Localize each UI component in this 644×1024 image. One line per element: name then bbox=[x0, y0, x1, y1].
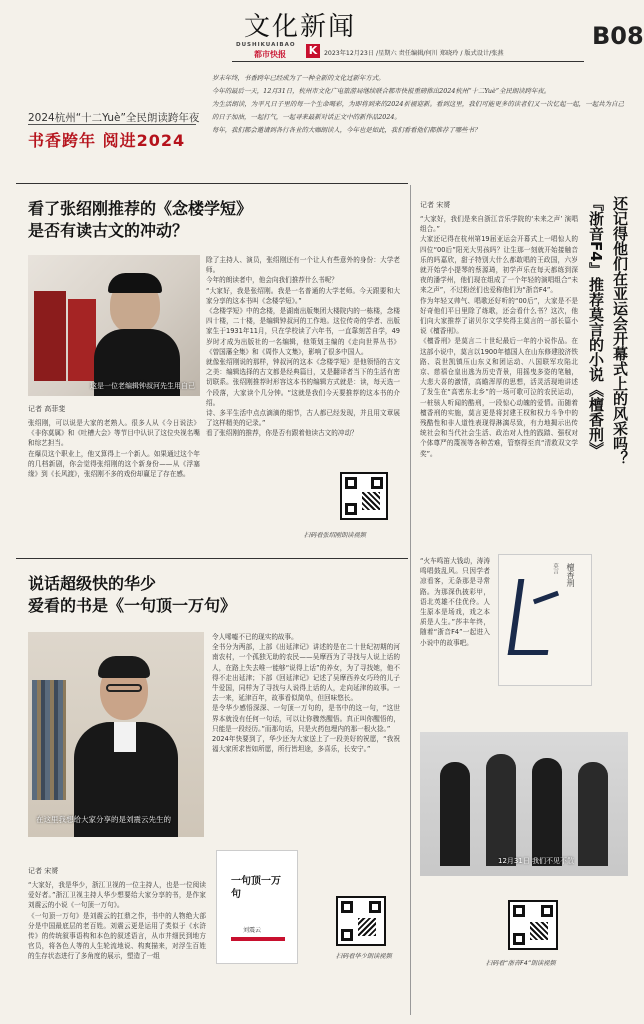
brand-name: 都市快报 bbox=[254, 50, 286, 59]
singer-2 bbox=[486, 754, 516, 866]
person-hair bbox=[98, 656, 150, 678]
bookshelf-decoration bbox=[32, 680, 66, 800]
story1-col1: 张绍刚，可以说是大家的老熟人。很多人从《今日说法》《非你莫属》和《吐槽大会》等节目中认识了这位央视名嘴和综艺担当。 在爆员这个职业上，他又算得上一个新人。如果通过这个年的几档新剧，你会觉得张绍刚的这个新身份——从《浮塞缘》到《长风渡》，张绍刚不多的戏份却赢足了存在感。 bbox=[28, 419, 200, 479]
person-glasses bbox=[106, 684, 142, 692]
masthead-rule bbox=[232, 61, 584, 62]
story-divider bbox=[16, 558, 408, 559]
story3-book-author: 莫言 bbox=[552, 563, 558, 574]
column-divider-top bbox=[16, 183, 408, 184]
story3-book-title: 檀香刑 bbox=[566, 563, 575, 587]
banner-slogan: 书香跨年 阅进2024 bbox=[28, 131, 186, 150]
story2-book-title: 一句顶一万句 bbox=[231, 876, 281, 900]
story1-photo-caption: 这是一位老编辑钟叔河先生用自己 bbox=[90, 382, 195, 390]
book-stack-decoration-2 bbox=[68, 299, 96, 381]
story3-col1: “大家好，我们是来自浙江音乐学院的‘未来之声’ 演唱组合。” 大家还记得在杭州第19届亚运会开幕式上一唱惊人的四位“00后”阳光大男孩吗？让生那一刻就开始接触音乐的吗嘉欣，甜子特别大什么都敢唱的王政国，六岁就开始学小提琴的蔡源琦，初学声乐在每天都练到深夜的潘学州，他们现在组成了一个年轻的演唱组合“未来之声”，不过粉丝们也爱称他们为“浙音F4”。 作为年轻又帅气、唱歌还好听的“00后”，大家是不是好奇他们平日里除了练歌，还会看什么书？这次，他们向大家推荐了诺贝尔文学奖得主莫言的一部长篇小说《檀香刑》。 《檀香刑》是莫言二十世纪最后一年的小说作品。在这部小说中，莫言以1900年德国人在山东修建胶济铁路、袁世凯镇压山东义和团运动、八国联军攻陷北京、慈禧仓皇出逃为历史背景，用摇曳多姿的笔触，大悲大喜的激情，高瞻浑厚的思想，活灵活现地讲述了发生在“高密东北乡”的一场可歌可泣的农民运动，一桩骇人听闻的酷刑，一段惊心动魄的爱情。而随着檀香刑的实施，莫言更是将封建王权和权力斗争中的残酷性和非人道性表现得淋漓尽致，有力地揭示出传统社会和当代社会生活、政治对人性的践踏、强权对个体尊严的蔑视等各种苦难，管察得至真“清救双文学奖”。 bbox=[420, 215, 578, 458]
dateline: 2023年12月23日 /星期六 责任编辑/何川 郑晓玲 / 版式设计/张燕 bbox=[324, 50, 504, 57]
story3-qr-caption: 扫码看“浙音F4”朗读视频 bbox=[486, 960, 556, 967]
book-stack-decoration bbox=[34, 291, 66, 381]
story2-byline: 记者 宋赟 bbox=[28, 867, 59, 875]
story3-byline: 记者 宋赟 bbox=[420, 201, 451, 209]
logo-k-icon: K bbox=[306, 44, 320, 58]
singer-3 bbox=[532, 758, 562, 866]
story1-headline-1: 看了张绍刚推荐的《念楼学短》 bbox=[28, 199, 253, 218]
story2-photo bbox=[28, 632, 204, 837]
story3-book-cover bbox=[498, 554, 592, 686]
person-cap bbox=[108, 273, 162, 293]
story2-headline-1: 说话超级快的华少 bbox=[28, 574, 157, 593]
story2-col-right: 令人唏嘘不已的现实的故事。 全书分为两部，上部《出延津记》讲述的是在二十世纪初期的河南农村，一个孤独无助的农民——吴摩西为了寻找与人说上话的人，在路上失去唯一能够“说得上话”的养女，为了寻找她，他不得不走出延津；下部《回延津记》记述了吴摩西养女巧玲的儿子牛爱国，同样为了寻找与人说得上话的人，走向延津的故事。一去一来，延津百年，故事看似简单，但回味悠长。 是令华少感悟深深、一句顶一万句的，是书中的这一句，“这世界本就没有任何一句话，可以让你骤然醒悟。真正叫你醒悟的，只能是一段经历。”而那句话，只是火药包埋内的那一根火捻。” 2024年快要到了，华少还为大家送上了一段美好的祝愿，“我祝福大家所求皆如所愿，所行皆坦途，多喜乐，长安宁。” bbox=[212, 633, 400, 754]
story2-col-left: “大家好，我是华少，浙江卫视的一位主持人，也是一位阅读爱好者。”浙江卫视主持人华少想要给大家分享的书，是作家刘震云的小说《一句顶一万句》。 《一句顶一万句》是刘震云的扛鼎之作，书中的人物绝大部分是中国最底层的老百姓。刘震云更是运用了类似于《水浒传》的传统叙事语构和本色的叙述语言，从市井细民到地方官员，将各色人等的人生轮流地说、构爽描来，对浮生百姓的生存状态进行了多角度的展示，塑造了一组 bbox=[28, 881, 206, 961]
story2-headline-2: 爱看的书是《一句顶一万句》 bbox=[28, 596, 237, 615]
masthead bbox=[0, 0, 644, 62]
story1-photo bbox=[28, 255, 200, 396]
page-number: B08 bbox=[592, 22, 644, 50]
person-collar bbox=[114, 722, 136, 752]
story1-headline-2: 是否有读古文的冲动？ bbox=[28, 221, 189, 240]
column-divider bbox=[410, 185, 411, 1015]
story2-photo-caption: 在这里我想给大家分享的是刘震云先生的 bbox=[36, 815, 171, 824]
story3-headline-2: 『浙音F4』推荐莫言的小说《檀香刑》 bbox=[587, 196, 605, 457]
story2-book-bar bbox=[231, 937, 285, 941]
story3-qr-code-icon bbox=[508, 900, 558, 950]
story1-byline: 记者 高菲斐 bbox=[28, 405, 66, 413]
singer-1 bbox=[440, 762, 470, 866]
story3-col1b: “火车鸣笛大钱动，涛涛鸣唱鼓乱风。只因学者凉看客，无条那是寻常路。为那深仇披彩甲，语北英雄不佳优伶。人生原本是场戏，戏之本质是人生。”莎丰年终，随着“浙音F4”一起进入小说中的故事吧。 bbox=[420, 557, 490, 647]
singer-4 bbox=[578, 762, 608, 866]
banner-event: 2024杭州“十二Yuè”全民朗读跨年夜 bbox=[28, 112, 200, 124]
story2-qr-code-icon bbox=[336, 896, 386, 946]
banner-intro: 岁末年终，书香跨年已经成为了一种全新的文化过新年方式。 今年的最后一天，12月31日，杭州市文化广电旅游局继续联合都市快报重磅推出2024杭州“十二Yuè”全民朗读跨年夜。 为生活朗读，为平凡日子里的每一个生命喝彩，为即将到来的2024祈福迎新。看到这里，我们可能更多的读者们又一次忆起一起，一起共为自己的日子加油，一起打气，一起寻来最新对话正文中的新作品2024。 每年，我们都会邀请到各行各业的大咖朗读人，今年也是如此，我们看看他们都推荐了哪些书？ bbox=[212, 74, 624, 134]
story1-qr-code-icon bbox=[340, 472, 388, 520]
story2-book-author: 刘震云 bbox=[243, 927, 262, 934]
story1-col2: 除了主持人、演员，张绍刚还有一个让人有些意外的身份：大学老师。 今年的朗读者中，他会向我们推荐什么书呢？ “大家好，我是张绍刚。我是一名普通的大学老师。今天跟要和大家分享的这本书叫《念楼学短》。” 《念楼学短》中的念楼，是湖南出版集团大楼院内的一栋楼，念楼四十楼，二十楼，是编辑钟叔河的工作地。这位传奇的学者、出版家生于1931年11月，只在学校读了六年书，一直靠刻苦自学，49岁时才成为出版社的一名编辑，他策划主编的《走向世界丛书》《曾国藩全集》和《周作人文集》，影响了很多中国人。 就像张绍刚说的那样，钟叔河的这本《念楼学短》是他领悟的古文之美：编辑选择的古文都是经典篇目，又是翻译者当下的生活有密切联系。张绍刚推荐时形容这本书的编辑方式就是：读，每天选一个段落，大家读个几分钟。“这就是我们今天要推荐的这本书的介绍。 诗、多平生活中点点滴滴的细节，古人都已经发现，并且用文章展了这样精美的记录。” 看了张绍刚的推荐，你是否有跟着他读古文的冲动？ bbox=[206, 256, 400, 438]
story3-photo-caption: 12月31日 我们不见不散 bbox=[498, 857, 575, 865]
calligraphy-decoration bbox=[508, 579, 559, 655]
section-title: 文化新闻 bbox=[244, 12, 357, 42]
story2-book-cover bbox=[216, 850, 298, 964]
story2-qr-caption: 扫码看华少朗读视频 bbox=[336, 953, 392, 960]
story3-photo bbox=[420, 732, 628, 876]
banner bbox=[16, 70, 628, 166]
banner-event-underline bbox=[28, 124, 196, 125]
story1-qr-caption: 扫码看张绍刚朗读视频 bbox=[304, 532, 366, 539]
brand-pinyin: DUSHIKUAIBAO bbox=[236, 42, 296, 48]
story3-headline-1: 还记得他们在亚运会开幕式上的风采吗？ bbox=[611, 196, 629, 466]
